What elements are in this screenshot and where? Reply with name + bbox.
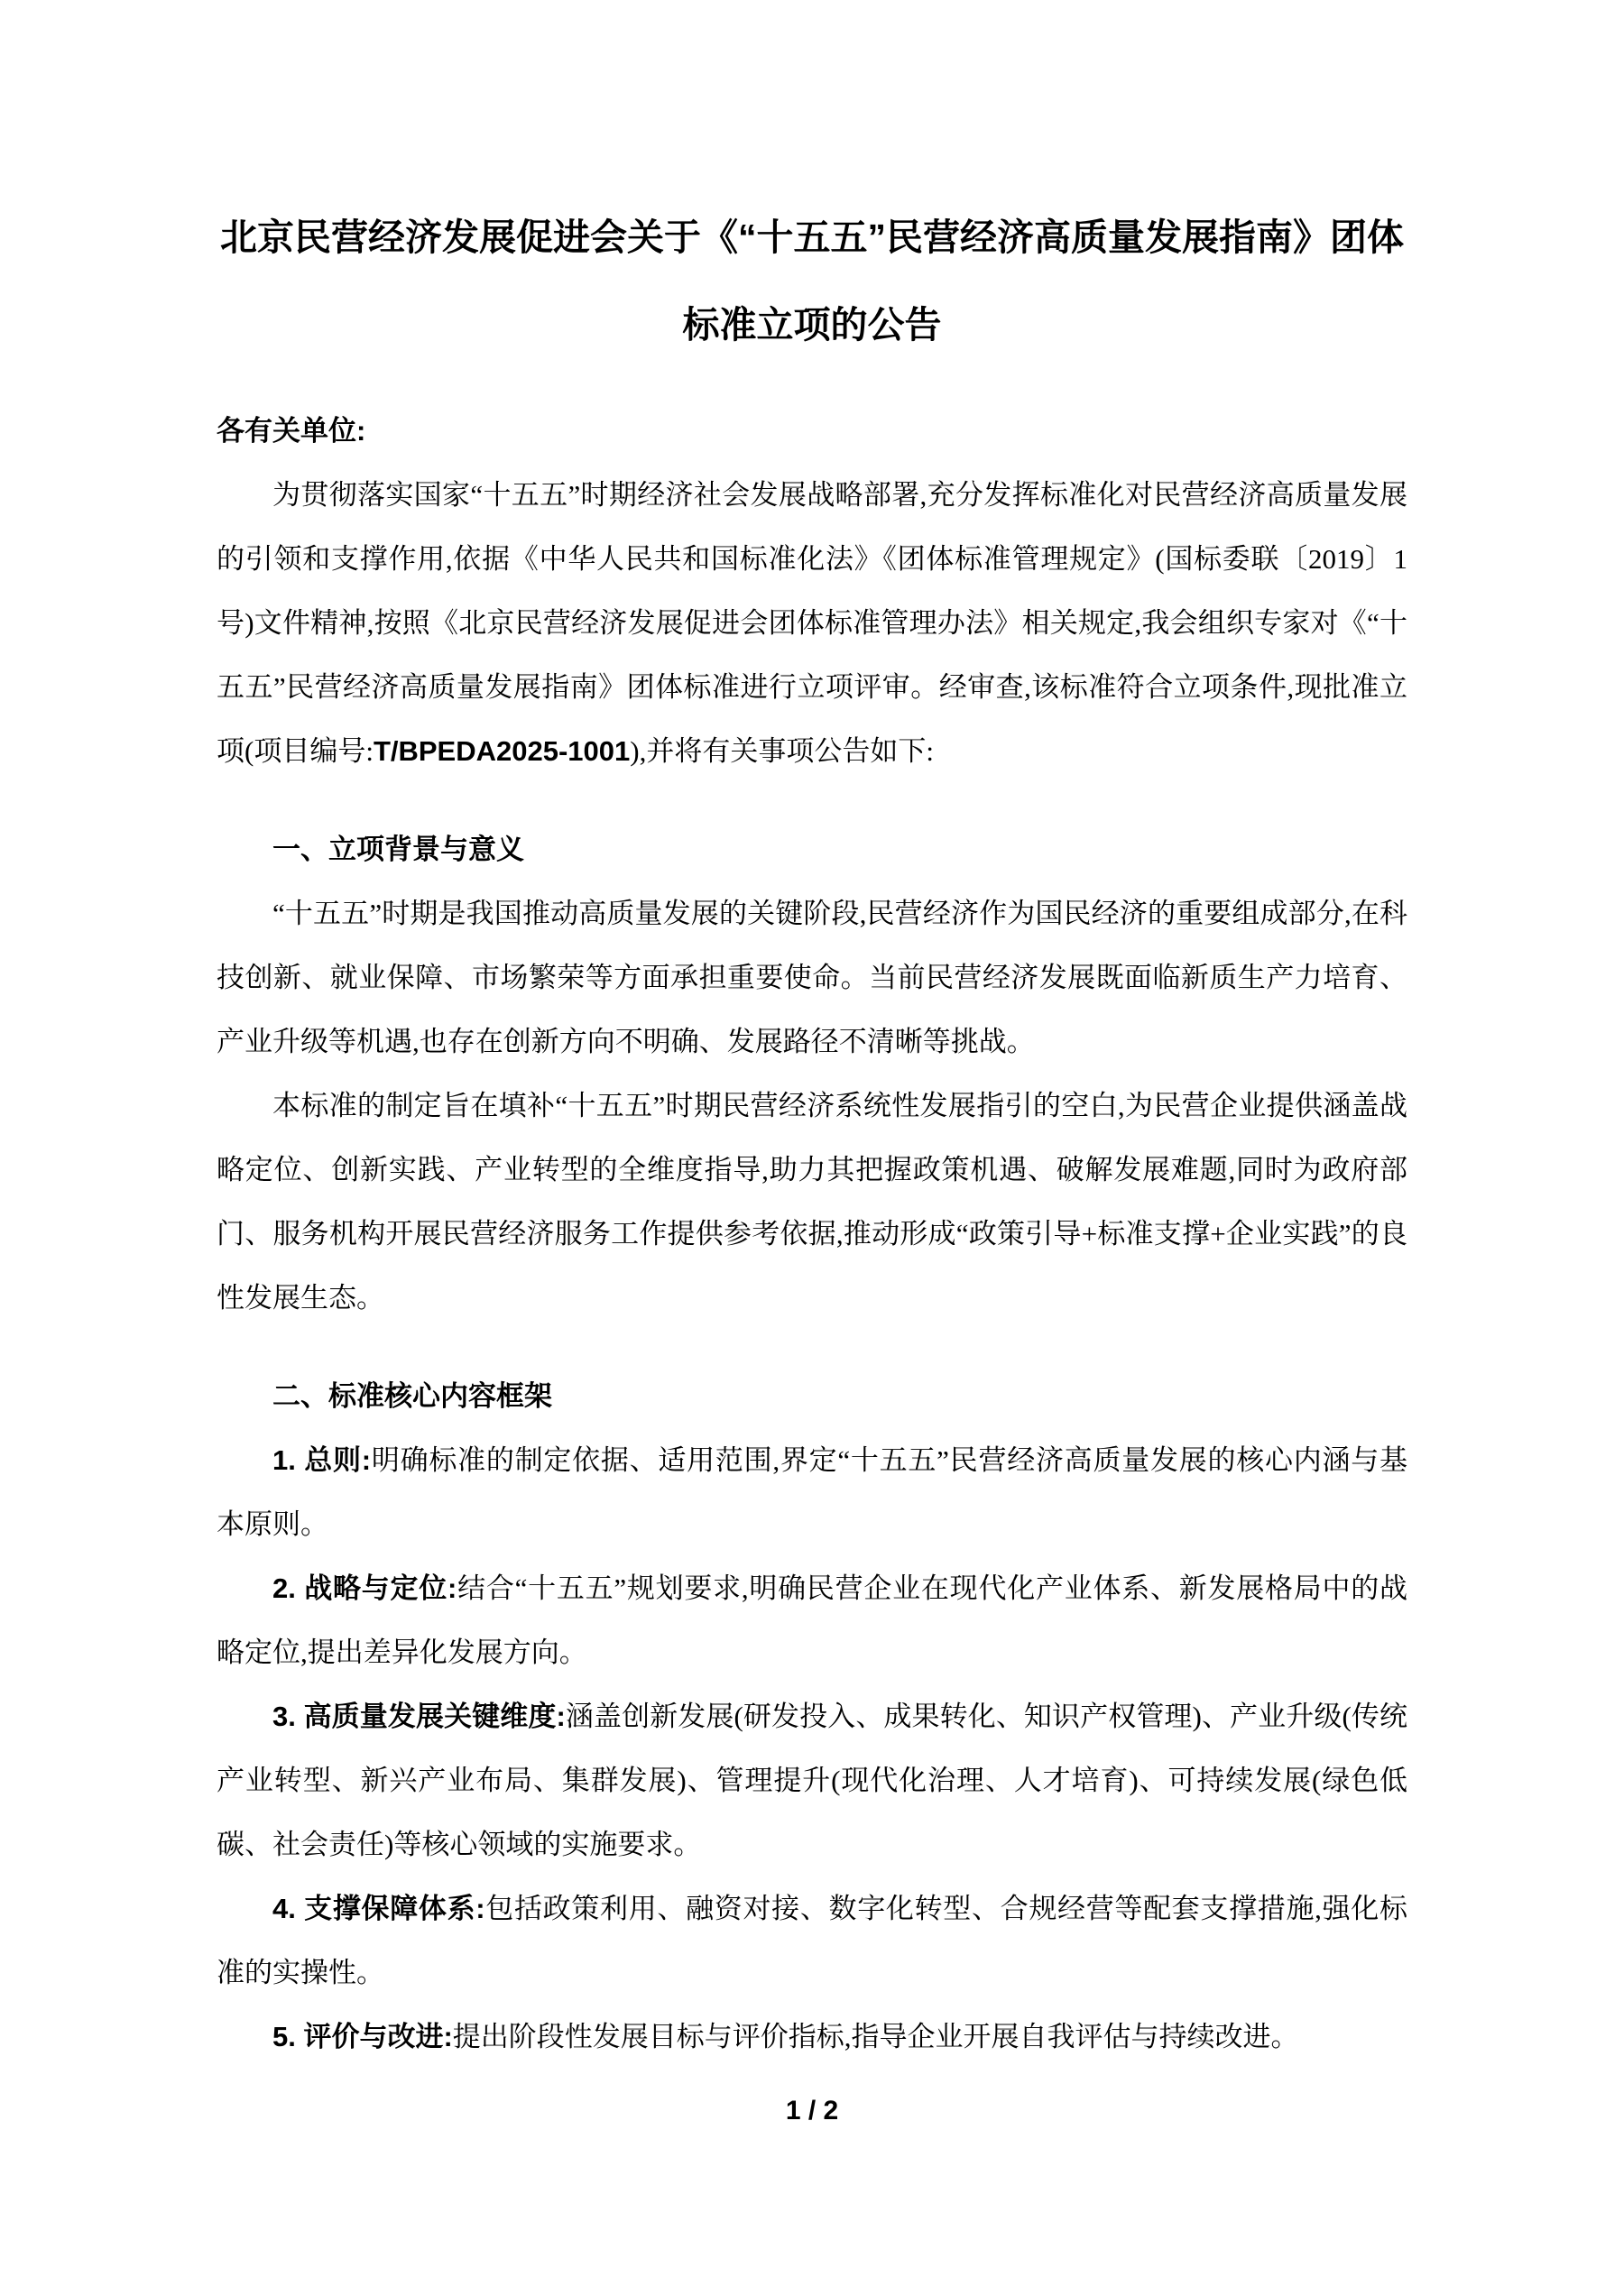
- document-title: 北京民营经济发展促进会关于《“十五五”民营经济高质量发展指南》团体标准立项的公告: [220, 217, 1404, 346]
- framework-item-4-label: 4. 支撑保障体系:: [272, 1893, 485, 1924]
- framework-item-5-text: 提出阶段性发展目标与评价指标,指导企业开展自我评估与持续改进。: [452, 2021, 1299, 2052]
- framework-item-2-label: 2. 战略与定位:: [272, 1572, 457, 1604]
- section-1-paragraph-1: “十五五”时期是我国推动高质量发展的关键阶段,民营经济作为国民经济的重要组成部分,在科技创新、就业保障、市场繁荣等方面承担重要使命。当前民营经济发展既面临新质生产力培育、产业升级等机遇,也存在创新方向不明确、发展路径不清晰等挑战。: [217, 898, 1407, 1057]
- intro-text-pre: 为贯彻落实国家“十五五”时期经济社会发展战略部署,充分发挥标准化对民营经济高质量发展的引领和支撑作用,依据《中华人民共和国标准化法》《团体标准管理规定》(国标委联〔2019〕1 号)文件精神,按照《北京民营经济发展促进会团体标准管理办法》相关规定,我会组织专家对《“十五五”民营经济高质量发展指南》团体标准进行立项评审。经审查,该标准符合立项条件,现批准立项(项目编号:: [217, 479, 1407, 767]
- framework-item-3-label: 3. 高质量发展关键维度:: [272, 1701, 566, 1732]
- framework-item-3-text: 涵盖创新发展(研发投入、成果转化、知识产权管理)、产业升级(传统产业转型、新兴产业布局、集群发展)、管理提升(现代化治理、人才培育)、可持续发展(绿色低碳、社会责任)等核心领域的实施要求。: [217, 1701, 1407, 1860]
- section-2-heading: 二、标准核心内容框架: [272, 1380, 552, 1412]
- framework-item-1-text: 明确标准的制定依据、适用范围,界定“十五五”民营经济高质量发展的核心内涵与基本原则。: [217, 1444, 1408, 1540]
- project-number: T/BPEDA2025-1001: [373, 735, 631, 767]
- intro-text-post: ),并将有关事项公告如下:: [630, 735, 934, 767]
- framework-item-2-text: 结合“十五五”规划要求,明确民营企业在现代化产业体系、新发展格局中的战略定位,提出差异化发展方向。: [217, 1572, 1408, 1668]
- section-1-paragraph-2: 本标准的制定旨在填补“十五五”时期民营经济系统性发展指引的空白,为民营企业提供涵盖战略定位、创新实践、产业转型的全维度指导,助力其把握政策机遇、破解发展难题,同时为政府部门、服务机构开展民营经济服务工作提供参考依据,推动形成“政策引导+标准支撑+企业实践”的良性发展生态。: [217, 1090, 1407, 1314]
- framework-item-2: [217, 1556, 1407, 1684]
- framework-item-5-label: 5. 评价与改进:: [272, 2021, 453, 2052]
- section-1-heading: 一、立项背景与意义: [272, 834, 524, 865]
- framework-item-1-label: 1. 总则:: [272, 1444, 372, 1476]
- framework-item-3: [217, 1684, 1407, 1876]
- intro-paragraph: [217, 463, 1407, 783]
- framework-item-5: [217, 2005, 1407, 2069]
- framework-item-4-text: 包括政策利用、融资对接、数字化转型、合规经营等配套支撑措施,强化标准的实操性。: [217, 1893, 1407, 1988]
- salutation: 各有关单位:: [217, 415, 366, 447]
- framework-item-4: [217, 1876, 1407, 2005]
- page-number: 1 / 2: [785, 2096, 839, 2125]
- framework-item-1: [217, 1428, 1407, 1556]
